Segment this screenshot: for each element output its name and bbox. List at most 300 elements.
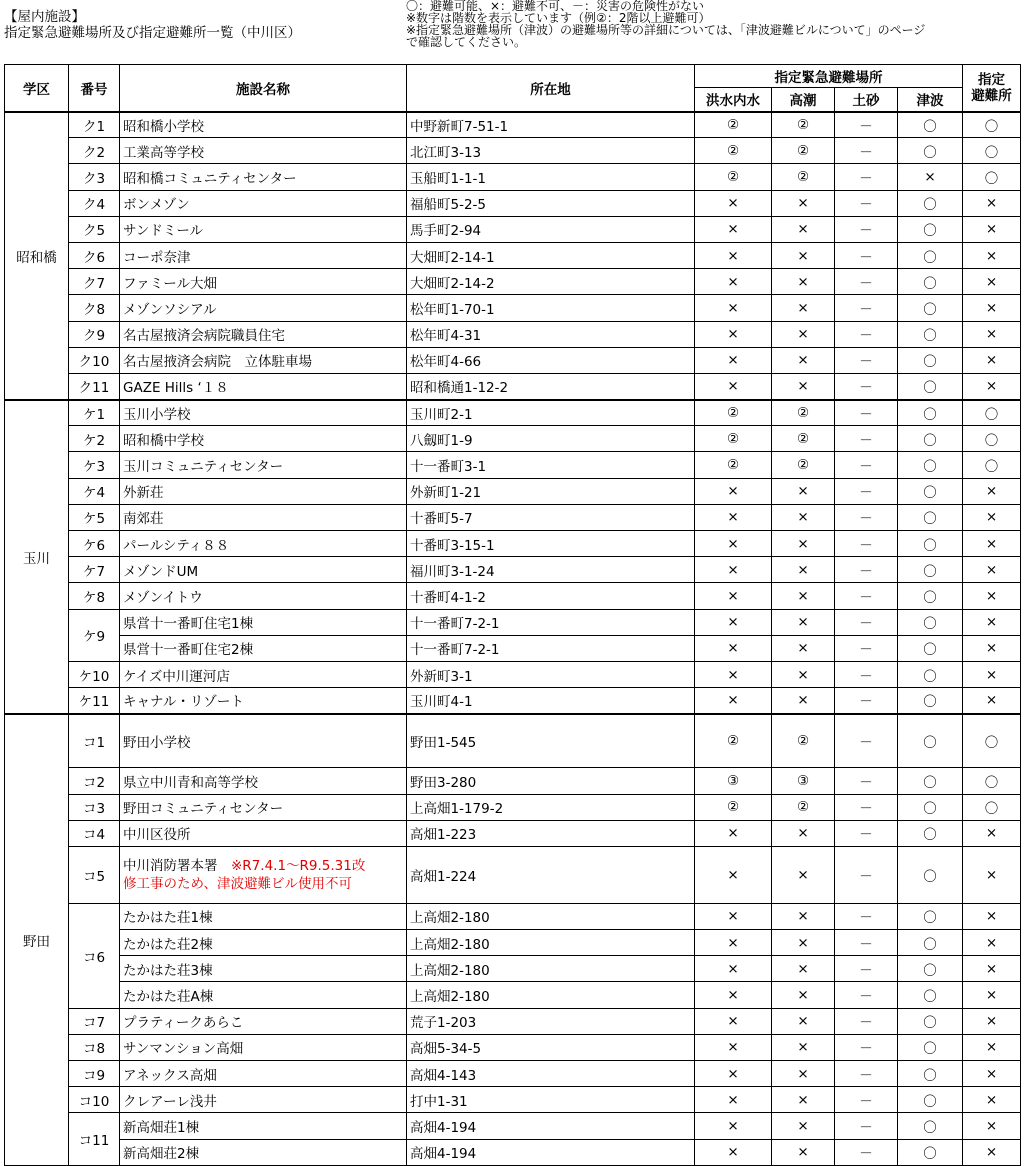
facility-name: プラティークあらこ: [120, 1008, 407, 1034]
shelter-status: 〇: [963, 768, 1021, 794]
tsunami-status: 〇: [898, 794, 963, 820]
table-row: [5, 347, 1021, 373]
facility-number: コ10: [69, 1087, 120, 1113]
facility-number: コ5: [69, 846, 120, 903]
storm-surge-status: ×: [772, 661, 835, 687]
shelter-status: ×: [963, 190, 1021, 216]
flood-status: ×: [695, 583, 772, 609]
table-row: [5, 583, 1021, 609]
facility-name: コーポ奈津: [120, 242, 407, 268]
facility-address: 八劔町1-9: [407, 426, 695, 452]
facility-name: ボンメゾン: [120, 190, 407, 216]
facility-number: ケ7: [69, 557, 120, 583]
table-row: [5, 400, 1021, 426]
shelter-status: ×: [963, 688, 1021, 714]
landslide-status: －: [835, 1113, 898, 1139]
facility-number: コ9: [69, 1061, 120, 1087]
tsunami-status: 〇: [898, 903, 963, 929]
facility-address: 十番町3-15-1: [407, 531, 695, 557]
storm-surge-status: ×: [772, 635, 835, 661]
landslide-status: －: [835, 426, 898, 452]
storm-surge-status: ×: [772, 1087, 835, 1113]
shelter-status: ×: [963, 504, 1021, 530]
tsunami-status: 〇: [898, 216, 963, 242]
storm-surge-status: ×: [772, 1061, 835, 1087]
facility-number: コ2: [69, 768, 120, 794]
facility-name: 昭和橋コミュニティセンター: [120, 164, 407, 190]
facility-address: 高畑5-34-5: [407, 1034, 695, 1060]
shelter-status: ×: [963, 295, 1021, 321]
facility-address: 馬手町2-94: [407, 216, 695, 242]
landslide-status: －: [835, 930, 898, 956]
col-storm-surge: 高潮: [772, 88, 835, 112]
flood-status: ②: [695, 452, 772, 478]
tsunami-status: 〇: [898, 400, 963, 426]
landslide-status: －: [835, 583, 898, 609]
facility-address: 大畑町2-14-2: [407, 269, 695, 295]
storm-surge-status: ×: [772, 295, 835, 321]
storm-surge-status: ×: [772, 846, 835, 903]
facility-address: 上高畑2-180: [407, 956, 695, 982]
table-row: [5, 1139, 1021, 1165]
table-row: [5, 164, 1021, 190]
facility-number: ケ3: [69, 452, 120, 478]
table-row: [5, 635, 1021, 661]
shelter-status: ×: [963, 1113, 1021, 1139]
landslide-status: －: [835, 1087, 898, 1113]
facility-name: 名古屋掖済会病院職員住宅: [120, 321, 407, 347]
col-tsunami: 津波: [898, 88, 963, 112]
facility-number: コ3: [69, 794, 120, 820]
facility-address: 十一番町7-2-1: [407, 609, 695, 635]
col-emergency-group: 指定緊急避難場所: [695, 65, 963, 88]
col-landslide: 土砂: [835, 88, 898, 112]
facility-address: 高畑4-194: [407, 1139, 695, 1165]
tsunami-status: 〇: [898, 1034, 963, 1060]
facility-address: 高畑1-223: [407, 820, 695, 846]
col-shelter: [963, 65, 1021, 112]
flood-status: ②: [695, 138, 772, 164]
facility-address: 中野新町7-51-1: [407, 112, 695, 138]
facility-name: 南郊荘: [120, 504, 407, 530]
facility-number: ケ2: [69, 426, 120, 452]
storm-surge-status: ×: [772, 269, 835, 295]
facility-number: ク2: [69, 138, 120, 164]
facility-number: コ11: [69, 1113, 120, 1165]
landslide-status: －: [835, 1061, 898, 1087]
shelter-status: 〇: [963, 714, 1021, 768]
shelter-status: ×: [963, 1008, 1021, 1034]
facility-name-cell: [120, 846, 407, 903]
landslide-status: －: [835, 956, 898, 982]
tsunami-status: 〇: [898, 557, 963, 583]
facility-name: たかはた荘3棟: [120, 956, 407, 982]
tsunami-status: 〇: [898, 373, 963, 399]
facility-name: ケイズ中川運河店: [120, 661, 407, 687]
tsunami-status: 〇: [898, 452, 963, 478]
landslide-status: －: [835, 164, 898, 190]
facility-number: ク11: [69, 373, 120, 399]
tsunami-status: ×: [898, 164, 963, 190]
page-header: [4, 9, 301, 41]
shelter-status: 〇: [963, 138, 1021, 164]
storm-surge-status: ×: [772, 1034, 835, 1060]
tsunami-status: 〇: [898, 661, 963, 687]
facility-name: 県営十一番町住宅1棟: [120, 609, 407, 635]
facility-address: 玉船町1-1-1: [407, 164, 695, 190]
storm-surge-status: ②: [772, 138, 835, 164]
shelter-status: ×: [963, 820, 1021, 846]
table-row: [5, 1061, 1021, 1087]
table-row: [5, 794, 1021, 820]
shelter-status: ×: [963, 930, 1021, 956]
table-row: [5, 321, 1021, 347]
facility-name: アネックス高畑: [120, 1061, 407, 1087]
flood-status: ×: [695, 1061, 772, 1087]
tsunami-status: 〇: [898, 956, 963, 982]
facility-name: 玉川小学校: [120, 400, 407, 426]
facility-name: 県営十一番町住宅2棟: [120, 635, 407, 661]
flood-status: ×: [695, 903, 772, 929]
facility-number: ク4: [69, 190, 120, 216]
flood-status: ×: [695, 1034, 772, 1060]
facility-address: 上高畑2-180: [407, 903, 695, 929]
table-row: [5, 1034, 1021, 1060]
landslide-status: －: [835, 373, 898, 399]
landslide-status: －: [835, 112, 898, 138]
landslide-status: －: [835, 295, 898, 321]
renovation-warning: ※R7.4.1～R9.5.31改: [231, 857, 366, 874]
flood-status: ×: [695, 190, 772, 216]
storm-surge-status: ②: [772, 426, 835, 452]
facility-number: ケ1: [69, 400, 120, 426]
landslide-status: －: [835, 190, 898, 216]
facility-name: 中川消防署本署: [123, 857, 218, 874]
tsunami-status: 〇: [898, 583, 963, 609]
flood-status: ②: [695, 714, 772, 768]
storm-surge-status: ②: [772, 112, 835, 138]
table-row: [5, 452, 1021, 478]
table-row: [5, 426, 1021, 452]
landslide-status: －: [835, 269, 898, 295]
shelter-status: ×: [963, 846, 1021, 903]
landslide-status: －: [835, 452, 898, 478]
facility-number: ケ4: [69, 478, 120, 504]
facility-number: ケ5: [69, 504, 120, 530]
legend-floor-note: ※数字は階数を表示しています（例②：2階以上避難可）: [406, 11, 711, 25]
landslide-status: －: [835, 347, 898, 373]
shelter-status: ×: [963, 903, 1021, 929]
landslide-status: －: [835, 478, 898, 504]
table-row: [5, 1087, 1021, 1113]
table-row: [5, 112, 1021, 138]
shelter-status: ×: [963, 321, 1021, 347]
facility-address: 松年町4-66: [407, 347, 695, 373]
storm-surge-status: ②: [772, 714, 835, 768]
tsunami-status: 〇: [898, 688, 963, 714]
landslide-status: －: [835, 794, 898, 820]
flood-status: ×: [695, 531, 772, 557]
tsunami-status: 〇: [898, 112, 963, 138]
tsunami-status: 〇: [898, 347, 963, 373]
landslide-status: －: [835, 1034, 898, 1060]
facility-number: ク6: [69, 242, 120, 268]
renovation-warning-cont: 修工事のため、津波避難ビル使用不可: [123, 875, 352, 892]
table-row: [5, 982, 1021, 1008]
facility-number: コ6: [69, 903, 120, 1008]
flood-status: ×: [695, 688, 772, 714]
facility-name: キャナル・リゾート: [120, 688, 407, 714]
facility-name: 昭和橋小学校: [120, 112, 407, 138]
facility-address: 高畑4-194: [407, 1113, 695, 1139]
facility-number: ケ10: [69, 661, 120, 687]
flood-status: ×: [695, 846, 772, 903]
flood-status: ②: [695, 112, 772, 138]
facility-name: 名古屋掖済会病院 立体駐車場: [120, 347, 407, 373]
storm-surge-status: ×: [772, 242, 835, 268]
shelter-status: ×: [963, 269, 1021, 295]
tsunami-status: 〇: [898, 426, 963, 452]
facility-number: ク8: [69, 295, 120, 321]
storm-surge-status: ×: [772, 1008, 835, 1034]
table-row: [5, 138, 1021, 164]
shelter-status: ×: [963, 216, 1021, 242]
table-row: [5, 903, 1021, 929]
shelter-status: ×: [963, 373, 1021, 399]
tsunami-note: ※指定緊急避難場所（津波）の避難場所等の詳細については、「津波避難ビルについて」のページ: [406, 23, 926, 37]
flood-status: ×: [695, 1087, 772, 1113]
landslide-status: －: [835, 846, 898, 903]
shelter-status: ×: [963, 557, 1021, 583]
facility-address: 大畑町2-14-1: [407, 242, 695, 268]
facility-address: 玉川町4-1: [407, 688, 695, 714]
flood-status: ×: [695, 1008, 772, 1034]
facility-address: 北江町3-13: [407, 138, 695, 164]
tsunami-status: 〇: [898, 1008, 963, 1034]
facility-name: 野田小学校: [120, 714, 407, 768]
facility-name: 工業高等学校: [120, 138, 407, 164]
district-name: 昭和橋: [5, 112, 69, 400]
section-label: 【屋内施設】: [4, 9, 85, 25]
table-row: [5, 373, 1021, 399]
landslide-status: －: [835, 1139, 898, 1165]
table-row: [5, 190, 1021, 216]
facility-address: 野田3-280: [407, 768, 695, 794]
landslide-status: －: [835, 768, 898, 794]
shelter-status: ×: [963, 1034, 1021, 1060]
evacuation-table: [4, 64, 1021, 1166]
facility-address: 上高畑2-180: [407, 930, 695, 956]
storm-surge-status: ×: [772, 1113, 835, 1139]
landslide-status: －: [835, 635, 898, 661]
facility-number: ク3: [69, 164, 120, 190]
flood-status: ×: [695, 661, 772, 687]
facility-name: GAZE Hills ‘１８: [120, 373, 407, 399]
shelter-status: ×: [963, 531, 1021, 557]
tsunami-status: 〇: [898, 269, 963, 295]
facility-number: ク7: [69, 269, 120, 295]
tsunami-status: 〇: [898, 1061, 963, 1087]
page-title: 指定緊急避難場所及び指定避難所一覧（中川区）: [4, 25, 301, 41]
table-row: [5, 930, 1021, 956]
tsunami-status: 〇: [898, 295, 963, 321]
flood-status: ×: [695, 982, 772, 1008]
facility-name: 県立中川青和高等学校: [120, 768, 407, 794]
storm-surge-status: ×: [772, 820, 835, 846]
facility-number: ケ9: [69, 609, 120, 661]
shelter-status: ×: [963, 1061, 1021, 1087]
facility-number: ク9: [69, 321, 120, 347]
facility-name: パールシティ８８: [120, 531, 407, 557]
storm-surge-status: ×: [772, 609, 835, 635]
facility-name: メゾンイトウ: [120, 583, 407, 609]
facility-address: 福川町3-1-24: [407, 557, 695, 583]
facility-number: ク1: [69, 112, 120, 138]
flood-status: ②: [695, 426, 772, 452]
shelter-status: 〇: [963, 426, 1021, 452]
legend-symbols: 〇：避難可能、×：避難不可、－：災害の危険性がない: [406, 0, 705, 13]
col-shelter-line2: 避難所: [971, 87, 1012, 104]
facility-address: 野田1-545: [407, 714, 695, 768]
flood-status: ×: [695, 956, 772, 982]
table-row: [5, 478, 1021, 504]
facility-name: たかはた荘1棟: [120, 903, 407, 929]
landslide-status: －: [835, 216, 898, 242]
flood-status: ×: [695, 1139, 772, 1165]
landslide-status: －: [835, 321, 898, 347]
flood-status: ②: [695, 164, 772, 190]
landslide-status: －: [835, 504, 898, 530]
tsunami-status: 〇: [898, 138, 963, 164]
facility-name: 新高畑荘1棟: [120, 1113, 407, 1139]
landslide-status: －: [835, 242, 898, 268]
flood-status: ×: [695, 635, 772, 661]
flood-status: ②: [695, 400, 772, 426]
tsunami-status: 〇: [898, 609, 963, 635]
landslide-status: －: [835, 1008, 898, 1034]
facility-name: クレアーレ浅井: [120, 1087, 407, 1113]
storm-surge-status: ×: [772, 373, 835, 399]
flood-status: ×: [695, 216, 772, 242]
facility-address: 上高畑2-180: [407, 982, 695, 1008]
landslide-status: －: [835, 982, 898, 1008]
facility-number: ケ6: [69, 531, 120, 557]
storm-surge-status: ×: [772, 1139, 835, 1165]
facility-number: ケ11: [69, 688, 120, 714]
table-row: [5, 956, 1021, 982]
tsunami-status: 〇: [898, 982, 963, 1008]
shelter-status: 〇: [963, 794, 1021, 820]
landslide-status: －: [835, 661, 898, 687]
facility-name: 新高畑荘2棟: [120, 1139, 407, 1165]
col-flood: 洪水内水: [695, 88, 772, 112]
flood-status: ×: [695, 609, 772, 635]
shelter-status: 〇: [963, 452, 1021, 478]
table-row: [5, 531, 1021, 557]
flood-status: ③: [695, 768, 772, 794]
tsunami-status: 〇: [898, 321, 963, 347]
storm-surge-status: ×: [772, 930, 835, 956]
facility-name: 外新荘: [120, 478, 407, 504]
table-row: [5, 609, 1021, 635]
storm-surge-status: ②: [772, 400, 835, 426]
flood-status: ×: [695, 242, 772, 268]
landslide-status: －: [835, 714, 898, 768]
storm-surge-status: ③: [772, 768, 835, 794]
table-row: [5, 820, 1021, 846]
tsunami-status: 〇: [898, 930, 963, 956]
district-group-tamagawa: [5, 400, 1021, 714]
facility-address: 昭和橋通1-12-2: [407, 373, 695, 399]
shelter-status: ×: [963, 635, 1021, 661]
tsunami-status: 〇: [898, 635, 963, 661]
facility-name: サンドミール: [120, 216, 407, 242]
storm-surge-status: ②: [772, 452, 835, 478]
col-number: 番号: [69, 65, 120, 112]
flood-status: ×: [695, 373, 772, 399]
tsunami-note-cont: で確認してください。: [406, 35, 527, 49]
facility-address: 上高畑1-179-2: [407, 794, 695, 820]
flood-status: ×: [695, 820, 772, 846]
facility-address: 高畑4-143: [407, 1061, 695, 1087]
shelter-status: 〇: [963, 112, 1021, 138]
tsunami-status: 〇: [898, 768, 963, 794]
table-row: [5, 1113, 1021, 1139]
facility-number: ケ8: [69, 583, 120, 609]
table-row: [5, 242, 1021, 268]
landslide-status: －: [835, 903, 898, 929]
col-address: 所在地: [407, 65, 695, 112]
storm-surge-status: ×: [772, 190, 835, 216]
flood-status: ×: [695, 557, 772, 583]
landslide-status: －: [835, 138, 898, 164]
flood-status: ×: [695, 930, 772, 956]
shelter-status: ×: [963, 478, 1021, 504]
shelter-status: ×: [963, 982, 1021, 1008]
col-district: 学区: [5, 65, 69, 112]
facility-name: メゾンドUM: [120, 557, 407, 583]
district-group-showa: [5, 112, 1021, 400]
storm-surge-status: ×: [772, 347, 835, 373]
shelter-status: ×: [963, 347, 1021, 373]
storm-surge-status: ②: [772, 164, 835, 190]
tsunami-status: 〇: [898, 846, 963, 903]
facility-address: 松年町1-70-1: [407, 295, 695, 321]
district-name: 野田: [5, 714, 69, 1165]
tsunami-status: 〇: [898, 190, 963, 216]
tsunami-status: 〇: [898, 1087, 963, 1113]
table-row: [5, 269, 1021, 295]
facility-address: 打中1-31: [407, 1087, 695, 1113]
shelter-status: ×: [963, 1139, 1021, 1165]
facility-address: 十一番町7-2-1: [407, 635, 695, 661]
facility-address: 十番町4-1-2: [407, 583, 695, 609]
landslide-status: －: [835, 400, 898, 426]
storm-surge-status: ×: [772, 982, 835, 1008]
shelter-status: ×: [963, 1087, 1021, 1113]
flood-status: ×: [695, 1113, 772, 1139]
tsunami-status: 〇: [898, 714, 963, 768]
storm-surge-status: ×: [772, 583, 835, 609]
table-row: [5, 295, 1021, 321]
legend-notes: [406, 0, 925, 48]
flood-status: ②: [695, 794, 772, 820]
storm-surge-status: ×: [772, 504, 835, 530]
table-row: [5, 557, 1021, 583]
facility-address: 十一番町3-1: [407, 452, 695, 478]
tsunami-status: 〇: [898, 504, 963, 530]
facility-number: ク10: [69, 347, 120, 373]
